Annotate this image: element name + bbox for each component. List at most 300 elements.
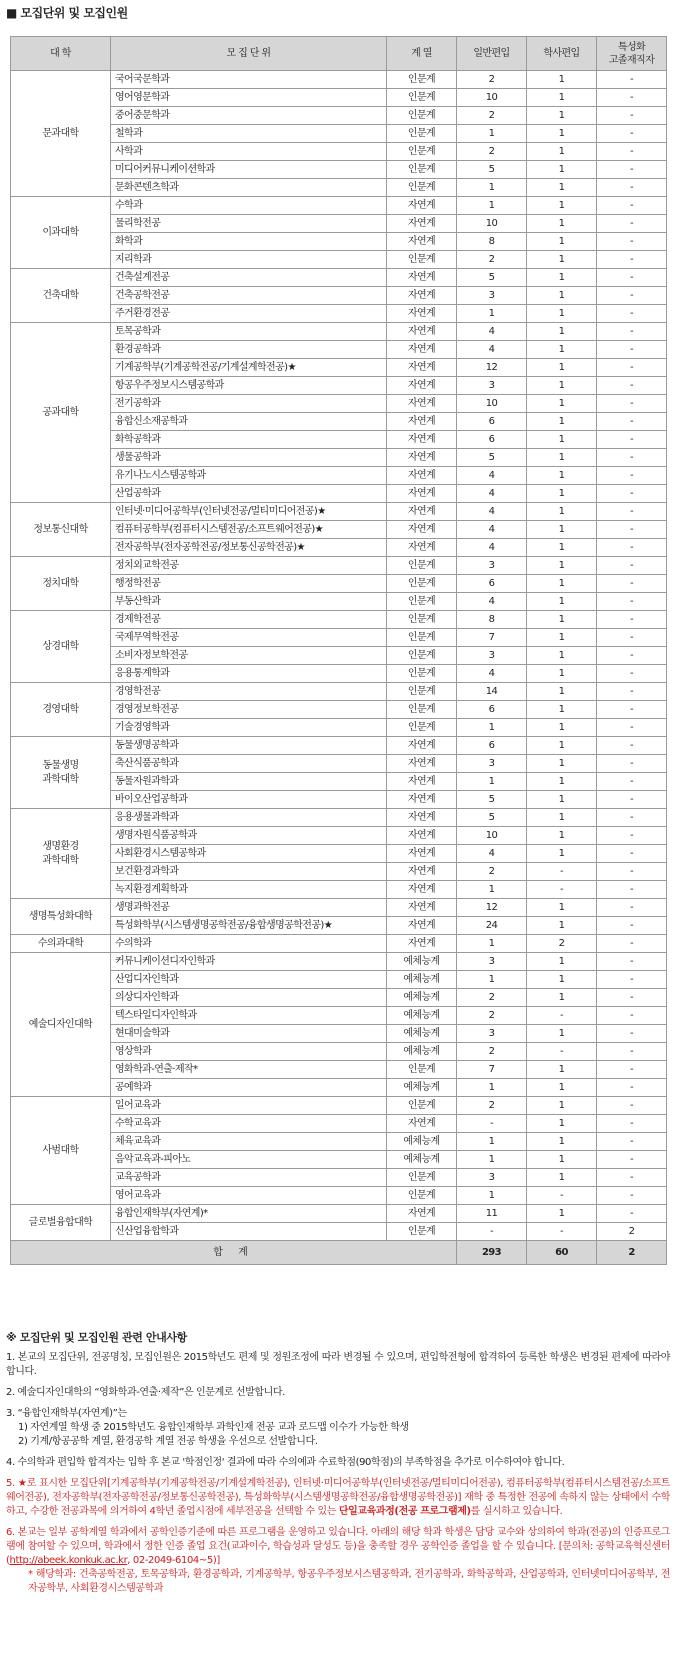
general-transfer-cell: 1 xyxy=(457,971,527,989)
bachelor-transfer-cell: - xyxy=(527,863,597,881)
unit-cell: 건축설계전공 xyxy=(111,269,387,287)
track-cell: 자연계 xyxy=(387,359,457,377)
unit-cell: 산업공학과 xyxy=(111,485,387,503)
bachelor-transfer-cell: 1 xyxy=(527,161,597,179)
bachelor-transfer-cell: 1 xyxy=(527,485,597,503)
special-cell: - xyxy=(597,683,667,701)
table-row xyxy=(11,809,667,827)
unit-cell: 지리학과 xyxy=(111,251,387,269)
general-transfer-cell: 24 xyxy=(457,917,527,935)
general-transfer-cell: 2 xyxy=(457,107,527,125)
general-transfer-cell: 5 xyxy=(457,269,527,287)
header-special xyxy=(597,37,667,71)
table-row xyxy=(11,269,667,287)
table-row xyxy=(11,71,667,89)
table-row xyxy=(11,737,667,755)
note-6-tail: , 02-2049-6104~5)] xyxy=(127,1555,220,1566)
track-cell: 자연계 xyxy=(387,197,457,215)
note-1: 1. 본교의 모집단위, 전공명칭, 모집인원은 2015학년도 편제 및 정원조정에 따라 변경될 수 있으며, 편입학전형에 합격하여 등록한 학생은 변경된 편제에 따라야 합니다. xyxy=(6,1352,670,1377)
unit-cell: 사학과 xyxy=(111,143,387,161)
bachelor-transfer-cell: - xyxy=(527,881,597,899)
track-cell: 예체능계 xyxy=(387,971,457,989)
bachelor-transfer-cell: 1 xyxy=(527,989,597,1007)
unit-cell: 커뮤니케이션디자인학과 xyxy=(111,953,387,971)
bachelor-transfer-cell: 1 xyxy=(527,791,597,809)
track-cell: 인문계 xyxy=(387,701,457,719)
special-cell: - xyxy=(597,179,667,197)
special-cell: - xyxy=(597,1133,667,1151)
track-cell: 자연계 xyxy=(387,863,457,881)
unit-cell: 철학과 xyxy=(111,125,387,143)
header-special-line2: 고졸재직자 xyxy=(608,54,655,66)
university-cell: 경영대학 xyxy=(11,683,111,737)
university-cell: 정치대학 xyxy=(11,557,111,611)
special-cell: - xyxy=(597,197,667,215)
general-transfer-cell: 1 xyxy=(457,1133,527,1151)
table-row xyxy=(11,503,667,521)
special-cell: - xyxy=(597,575,667,593)
general-transfer-cell: 3 xyxy=(457,1025,527,1043)
unit-cell: 텍스타일디자인학과 xyxy=(111,1007,387,1025)
track-cell: 자연계 xyxy=(387,377,457,395)
unit-cell: 생명과학전공 xyxy=(111,899,387,917)
table-row xyxy=(11,683,667,701)
special-cell: - xyxy=(597,755,667,773)
special-cell: - xyxy=(597,665,667,683)
general-transfer-cell: 6 xyxy=(457,737,527,755)
special-cell: - xyxy=(597,269,667,287)
special-cell: - xyxy=(597,1079,667,1097)
total-bachelor: 60 xyxy=(527,1241,597,1265)
special-cell: - xyxy=(597,881,667,899)
unit-cell: 정치외교학전공 xyxy=(111,557,387,575)
unit-cell: 수학과 xyxy=(111,197,387,215)
unit-cell: 화학공학과 xyxy=(111,431,387,449)
unit-cell: 산업디자인학과 xyxy=(111,971,387,989)
track-cell: 예체능계 xyxy=(387,1079,457,1097)
general-transfer-cell: 3 xyxy=(457,953,527,971)
general-transfer-cell: 4 xyxy=(457,845,527,863)
note-5-bold: 단일교육과정(전공 프로그램제) xyxy=(338,1506,471,1517)
bachelor-transfer-cell: 1 xyxy=(527,917,597,935)
track-cell: 인문계 xyxy=(387,1061,457,1079)
special-cell: - xyxy=(597,395,667,413)
track-cell: 자연계 xyxy=(387,737,457,755)
unit-cell: 물리학전공 xyxy=(111,215,387,233)
note-6-departments: * 해당학과: 건축공학전공, 토목공학과, 환경공학과, 기계공학부, 항공우주정보시스템공학과, 전기공학과, 화학공학과, 산업공학과, 인터넷미디어공학부, 전자공학부, 사회환경시스템공학과 xyxy=(28,1569,670,1594)
bachelor-transfer-cell: 1 xyxy=(527,71,597,89)
special-cell: - xyxy=(597,593,667,611)
unit-cell: 수학교육과 xyxy=(111,1115,387,1133)
general-transfer-cell: - xyxy=(457,1223,527,1241)
track-cell: 인문계 xyxy=(387,647,457,665)
general-transfer-cell: 3 xyxy=(457,647,527,665)
bachelor-transfer-cell: 1 xyxy=(527,305,597,323)
bachelor-transfer-cell: 1 xyxy=(527,953,597,971)
unit-cell: 소비자정보학전공 xyxy=(111,647,387,665)
general-transfer-cell: 12 xyxy=(457,359,527,377)
note-4: 4. 수의학과 편입학 합격자는 입학 후 본교 '학점인정' 결과에 따라 수의예과 수료학점(90학점)의 부족학점을 추가로 이수하여야 합니다. xyxy=(6,1457,565,1468)
unit-cell: 동물자원과학과 xyxy=(111,773,387,791)
track-cell: 인문계 xyxy=(387,611,457,629)
track-cell: 인문계 xyxy=(387,665,457,683)
unit-cell: 생명자원식품공학과 xyxy=(111,827,387,845)
general-transfer-cell: 14 xyxy=(457,683,527,701)
university-cell: 생명환경 과학대학 xyxy=(11,809,111,899)
bachelor-transfer-cell: 1 xyxy=(527,683,597,701)
special-cell: - xyxy=(597,377,667,395)
unit-cell: 영화학과-연출·제작* xyxy=(111,1061,387,1079)
unit-cell: 응용생물과학과 xyxy=(111,809,387,827)
unit-cell: 음악교육과-피아노 xyxy=(111,1151,387,1169)
special-cell: - xyxy=(597,305,667,323)
general-transfer-cell: 4 xyxy=(457,485,527,503)
bachelor-transfer-cell: 1 xyxy=(527,755,597,773)
bachelor-transfer-cell: 1 xyxy=(527,899,597,917)
unit-cell: 공예학과 xyxy=(111,1079,387,1097)
bachelor-transfer-cell: 1 xyxy=(527,719,597,737)
track-cell: 예체능계 xyxy=(387,989,457,1007)
bachelor-transfer-cell: 1 xyxy=(527,341,597,359)
university-cell: 동물생명 과학대학 xyxy=(11,737,111,809)
general-transfer-cell: 5 xyxy=(457,809,527,827)
track-cell: 예체능계 xyxy=(387,1007,457,1025)
general-transfer-cell: 1 xyxy=(457,179,527,197)
general-transfer-cell: 1 xyxy=(457,1187,527,1205)
unit-cell: 의상디자인학과 xyxy=(111,989,387,1007)
general-transfer-cell: 8 xyxy=(457,611,527,629)
unit-cell: 융합신소재공학과 xyxy=(111,413,387,431)
special-cell: - xyxy=(597,251,667,269)
special-cell: - xyxy=(597,935,667,953)
unit-cell: 바이오산업공학과 xyxy=(111,791,387,809)
general-transfer-cell: 4 xyxy=(457,341,527,359)
note-3-item-1: 1) 자연계열 학생 중 2015학년도 융합인재학부 과학인재 전공 교과 로드맵 이수가 가능한 학생 xyxy=(18,1422,409,1433)
track-cell: 인문계 xyxy=(387,593,457,611)
track-cell: 예체능계 xyxy=(387,1025,457,1043)
unit-cell: 사회환경시스템공학과 xyxy=(111,845,387,863)
special-cell: - xyxy=(597,233,667,251)
special-cell: - xyxy=(597,773,667,791)
note-6-text: 6. 본교는 일부 공학계열 학과에서 공학인증기준에 따른 프로그램을 운영하고 있습니다. 아래의 해당 학과 학생은 담당 교수와 상의하여 학과(전공)의 인증프로그램에 참여할 수 있으며, 학과에서 정한 인증 졸업 요건(교과이수, 학습성과 달성도 등)을 충족할 경우 공학인증 졸업을 할 수 있습니다. [문의처: 공학교육혁신센터( xyxy=(6,1527,670,1566)
special-cell: - xyxy=(597,1151,667,1169)
track-cell: 자연계 xyxy=(387,827,457,845)
table-row xyxy=(11,611,667,629)
special-cell: - xyxy=(597,647,667,665)
special-cell: - xyxy=(597,1061,667,1079)
bachelor-transfer-cell: 1 xyxy=(527,521,597,539)
special-cell: - xyxy=(597,1025,667,1043)
special-cell: 2 xyxy=(597,1223,667,1241)
general-transfer-cell: 1 xyxy=(457,881,527,899)
university-cell: 건축대학 xyxy=(11,269,111,323)
track-cell: 인문계 xyxy=(387,71,457,89)
general-transfer-cell: 1 xyxy=(457,719,527,737)
special-cell: - xyxy=(597,989,667,1007)
general-transfer-cell: - xyxy=(457,1115,527,1133)
unit-cell: 기술경영학과 xyxy=(111,719,387,737)
track-cell: 자연계 xyxy=(387,1115,457,1133)
university-cell: 사범대학 xyxy=(11,1097,111,1205)
unit-cell: 경영정보학전공 xyxy=(111,701,387,719)
general-transfer-cell: 2 xyxy=(457,989,527,1007)
bachelor-transfer-cell: 1 xyxy=(527,665,597,683)
bachelor-transfer-cell: 1 xyxy=(527,1169,597,1187)
bachelor-transfer-cell: 1 xyxy=(527,611,597,629)
university-cell: 문과대학 xyxy=(11,71,111,197)
general-transfer-cell: 2 xyxy=(457,863,527,881)
track-cell: 자연계 xyxy=(387,395,457,413)
track-cell: 자연계 xyxy=(387,773,457,791)
track-cell: 인문계 xyxy=(387,161,457,179)
bachelor-transfer-cell: 1 xyxy=(527,287,597,305)
track-cell: 자연계 xyxy=(387,917,457,935)
unit-cell: 현대미술학과 xyxy=(111,1025,387,1043)
table-row xyxy=(11,1097,667,1115)
track-cell: 예체능계 xyxy=(387,1043,457,1061)
track-cell: 인문계 xyxy=(387,575,457,593)
bachelor-transfer-cell: 1 xyxy=(527,395,597,413)
general-transfer-cell: 3 xyxy=(457,287,527,305)
header-track: 계 열 xyxy=(387,37,457,71)
special-cell: - xyxy=(597,1007,667,1025)
special-cell: - xyxy=(597,701,667,719)
general-transfer-cell: 12 xyxy=(457,899,527,917)
general-transfer-cell: 2 xyxy=(457,71,527,89)
special-cell: - xyxy=(597,629,667,647)
table-row xyxy=(11,557,667,575)
general-transfer-cell: 1 xyxy=(457,305,527,323)
general-transfer-cell: 2 xyxy=(457,1043,527,1061)
track-cell: 인문계 xyxy=(387,1097,457,1115)
special-cell: - xyxy=(597,143,667,161)
bachelor-transfer-cell: 1 xyxy=(527,773,597,791)
bachelor-transfer-cell: 1 xyxy=(527,431,597,449)
unit-cell: 생물공학과 xyxy=(111,449,387,467)
special-cell: - xyxy=(597,719,667,737)
track-cell: 자연계 xyxy=(387,1205,457,1223)
track-cell: 인문계 xyxy=(387,251,457,269)
bachelor-transfer-cell: 1 xyxy=(527,701,597,719)
general-transfer-cell: 6 xyxy=(457,413,527,431)
unit-cell: 융합인재학부(자연계)* xyxy=(111,1205,387,1223)
bachelor-transfer-cell: 1 xyxy=(527,1205,597,1223)
note-6 xyxy=(6,1526,670,1596)
bachelor-transfer-cell: 1 xyxy=(527,629,597,647)
bachelor-transfer-cell: 1 xyxy=(527,107,597,125)
bachelor-transfer-cell: 1 xyxy=(527,467,597,485)
unit-cell: 영어영문학과 xyxy=(111,89,387,107)
university-cell: 수의과대학 xyxy=(11,935,111,953)
university-cell: 생명특성화대학 xyxy=(11,899,111,935)
track-cell: 인문계 xyxy=(387,125,457,143)
bachelor-transfer-cell: 1 xyxy=(527,179,597,197)
track-cell: 자연계 xyxy=(387,305,457,323)
bachelor-transfer-cell: 1 xyxy=(527,1079,597,1097)
general-transfer-cell: 4 xyxy=(457,539,527,557)
track-cell: 자연계 xyxy=(387,881,457,899)
unit-cell: 항공우주정보시스템공학과 xyxy=(111,377,387,395)
special-cell: - xyxy=(597,611,667,629)
special-cell: - xyxy=(597,431,667,449)
table-row xyxy=(11,935,667,953)
general-transfer-cell: 3 xyxy=(457,557,527,575)
track-cell: 자연계 xyxy=(387,791,457,809)
general-transfer-cell: 2 xyxy=(457,143,527,161)
track-cell: 인문계 xyxy=(387,683,457,701)
special-cell: - xyxy=(597,359,667,377)
recruitment-table xyxy=(10,36,667,1265)
track-cell: 예체능계 xyxy=(387,1151,457,1169)
special-cell: - xyxy=(597,485,667,503)
general-transfer-cell: 5 xyxy=(457,161,527,179)
general-transfer-cell: 7 xyxy=(457,1061,527,1079)
bachelor-transfer-cell: 1 xyxy=(527,233,597,251)
general-transfer-cell: 2 xyxy=(457,1097,527,1115)
track-cell: 자연계 xyxy=(387,269,457,287)
general-transfer-cell: 4 xyxy=(457,467,527,485)
bachelor-transfer-cell: 1 xyxy=(527,809,597,827)
special-cell: - xyxy=(597,863,667,881)
track-cell: 인문계 xyxy=(387,1223,457,1241)
bachelor-transfer-cell: 1 xyxy=(527,647,597,665)
special-cell: - xyxy=(597,1187,667,1205)
unit-cell: 인터넷·미디어공학부(인터넷전공/멀티미디어전공)★ xyxy=(111,503,387,521)
bachelor-transfer-cell: 1 xyxy=(527,269,597,287)
bachelor-transfer-cell: 1 xyxy=(527,1115,597,1133)
special-cell: - xyxy=(597,467,667,485)
special-cell: - xyxy=(597,341,667,359)
general-transfer-cell: 10 xyxy=(457,827,527,845)
unit-cell: 컴퓨터공학부(컴퓨터시스템전공/소프트웨어전공)★ xyxy=(111,521,387,539)
unit-cell: 문화콘텐츠학과 xyxy=(111,179,387,197)
notes-section xyxy=(6,1331,670,1603)
general-transfer-cell: 7 xyxy=(457,629,527,647)
special-cell: - xyxy=(597,71,667,89)
special-cell: - xyxy=(597,899,667,917)
special-cell: - xyxy=(597,1169,667,1187)
unit-cell: 교육공학과 xyxy=(111,1169,387,1187)
note-2: 2. 예술디자인대학의 “영화학과-연출·제작”은 인문계로 선발합니다. xyxy=(6,1387,285,1398)
track-cell: 자연계 xyxy=(387,449,457,467)
bachelor-transfer-cell: 1 xyxy=(527,503,597,521)
note-6-link[interactable]: http://abeek.konkuk.ac.kr xyxy=(9,1555,128,1566)
track-cell: 자연계 xyxy=(387,935,457,953)
unit-cell: 수의학과 xyxy=(111,935,387,953)
track-cell: 자연계 xyxy=(387,485,457,503)
track-cell: 자연계 xyxy=(387,503,457,521)
header-general-transfer: 일반편입 xyxy=(457,37,527,71)
bachelor-transfer-cell: 1 xyxy=(527,1097,597,1115)
notes-title: ※ 모집단위 및 모집인원 관련 안내사항 xyxy=(6,1331,187,1344)
bachelor-transfer-cell: 1 xyxy=(527,1061,597,1079)
unit-cell: 경영학전공 xyxy=(111,683,387,701)
unit-cell: 기계공학부(기계공학전공/기계설계학전공)★ xyxy=(111,359,387,377)
unit-cell: 녹지환경계획학과 xyxy=(111,881,387,899)
table-row xyxy=(11,323,667,341)
track-cell: 예체능계 xyxy=(387,1133,457,1151)
bachelor-transfer-cell: 1 xyxy=(527,1151,597,1169)
special-cell: - xyxy=(597,161,667,179)
bachelor-transfer-cell: 1 xyxy=(527,971,597,989)
special-cell: - xyxy=(597,449,667,467)
total-label: 합 계 xyxy=(11,1241,457,1265)
bachelor-transfer-cell: - xyxy=(527,1043,597,1061)
note-5 xyxy=(6,1477,670,1519)
unit-cell: 건축공학전공 xyxy=(111,287,387,305)
unit-cell: 보건환경과학과 xyxy=(111,863,387,881)
track-cell: 자연계 xyxy=(387,467,457,485)
general-transfer-cell: 2 xyxy=(457,251,527,269)
unit-cell: 전자공학부(전자공학전공/정보통신공학전공)★ xyxy=(111,539,387,557)
special-cell: - xyxy=(597,125,667,143)
unit-cell: 일어교육과 xyxy=(111,1097,387,1115)
unit-cell: 동물생명공학과 xyxy=(111,737,387,755)
special-cell: - xyxy=(597,107,667,125)
recruitment-table-wrap xyxy=(10,36,666,1265)
track-cell: 인문계 xyxy=(387,1187,457,1205)
special-cell: - xyxy=(597,521,667,539)
track-cell: 인문계 xyxy=(387,89,457,107)
total-special: 2 xyxy=(597,1241,667,1265)
header-unit: 모 집 단 위 xyxy=(111,37,387,71)
unit-cell: 부동산학과 xyxy=(111,593,387,611)
special-cell: - xyxy=(597,413,667,431)
header-bachelor-transfer: 학사편입 xyxy=(527,37,597,71)
section-heading: ■ 모집단위 및 모집인원 xyxy=(6,6,128,20)
bachelor-transfer-cell: 1 xyxy=(527,143,597,161)
track-cell: 인문계 xyxy=(387,107,457,125)
general-transfer-cell: 1 xyxy=(457,197,527,215)
track-cell: 자연계 xyxy=(387,413,457,431)
general-transfer-cell: 10 xyxy=(457,89,527,107)
bachelor-transfer-cell: 1 xyxy=(527,125,597,143)
unit-cell: 행정학전공 xyxy=(111,575,387,593)
table-body xyxy=(11,71,667,1265)
general-transfer-cell: 8 xyxy=(457,233,527,251)
bachelor-transfer-cell: 1 xyxy=(527,575,597,593)
special-cell: - xyxy=(597,971,667,989)
bachelor-transfer-cell: - xyxy=(527,1223,597,1241)
general-transfer-cell: 4 xyxy=(457,593,527,611)
track-cell: 자연계 xyxy=(387,809,457,827)
unit-cell: 주거환경전공 xyxy=(111,305,387,323)
unit-cell: 화학과 xyxy=(111,233,387,251)
track-cell: 인문계 xyxy=(387,719,457,737)
note-3-intro: 3. “융합인재학부(자연계)”는 xyxy=(6,1408,127,1419)
special-cell: - xyxy=(597,503,667,521)
general-transfer-cell: 5 xyxy=(457,449,527,467)
unit-cell: 영상학과 xyxy=(111,1043,387,1061)
general-transfer-cell: 1 xyxy=(457,125,527,143)
header-special-line1: 특성화 xyxy=(617,41,646,53)
university-cell: 이과대학 xyxy=(11,197,111,269)
bachelor-transfer-cell: 1 xyxy=(527,827,597,845)
general-transfer-cell: 6 xyxy=(457,701,527,719)
table-header-row xyxy=(11,37,667,71)
special-cell: - xyxy=(597,89,667,107)
unit-cell: 미디어커뮤니케이션학과 xyxy=(111,161,387,179)
general-transfer-cell: 2 xyxy=(457,1007,527,1025)
unit-cell: 환경공학과 xyxy=(111,341,387,359)
bachelor-transfer-cell: 1 xyxy=(527,845,597,863)
unit-cell: 토목공학과 xyxy=(111,323,387,341)
total-general: 293 xyxy=(457,1241,527,1265)
general-transfer-cell: 3 xyxy=(457,755,527,773)
special-cell: - xyxy=(597,1115,667,1133)
total-row xyxy=(11,1241,667,1265)
university-cell: 글로벌융합대학 xyxy=(11,1205,111,1241)
